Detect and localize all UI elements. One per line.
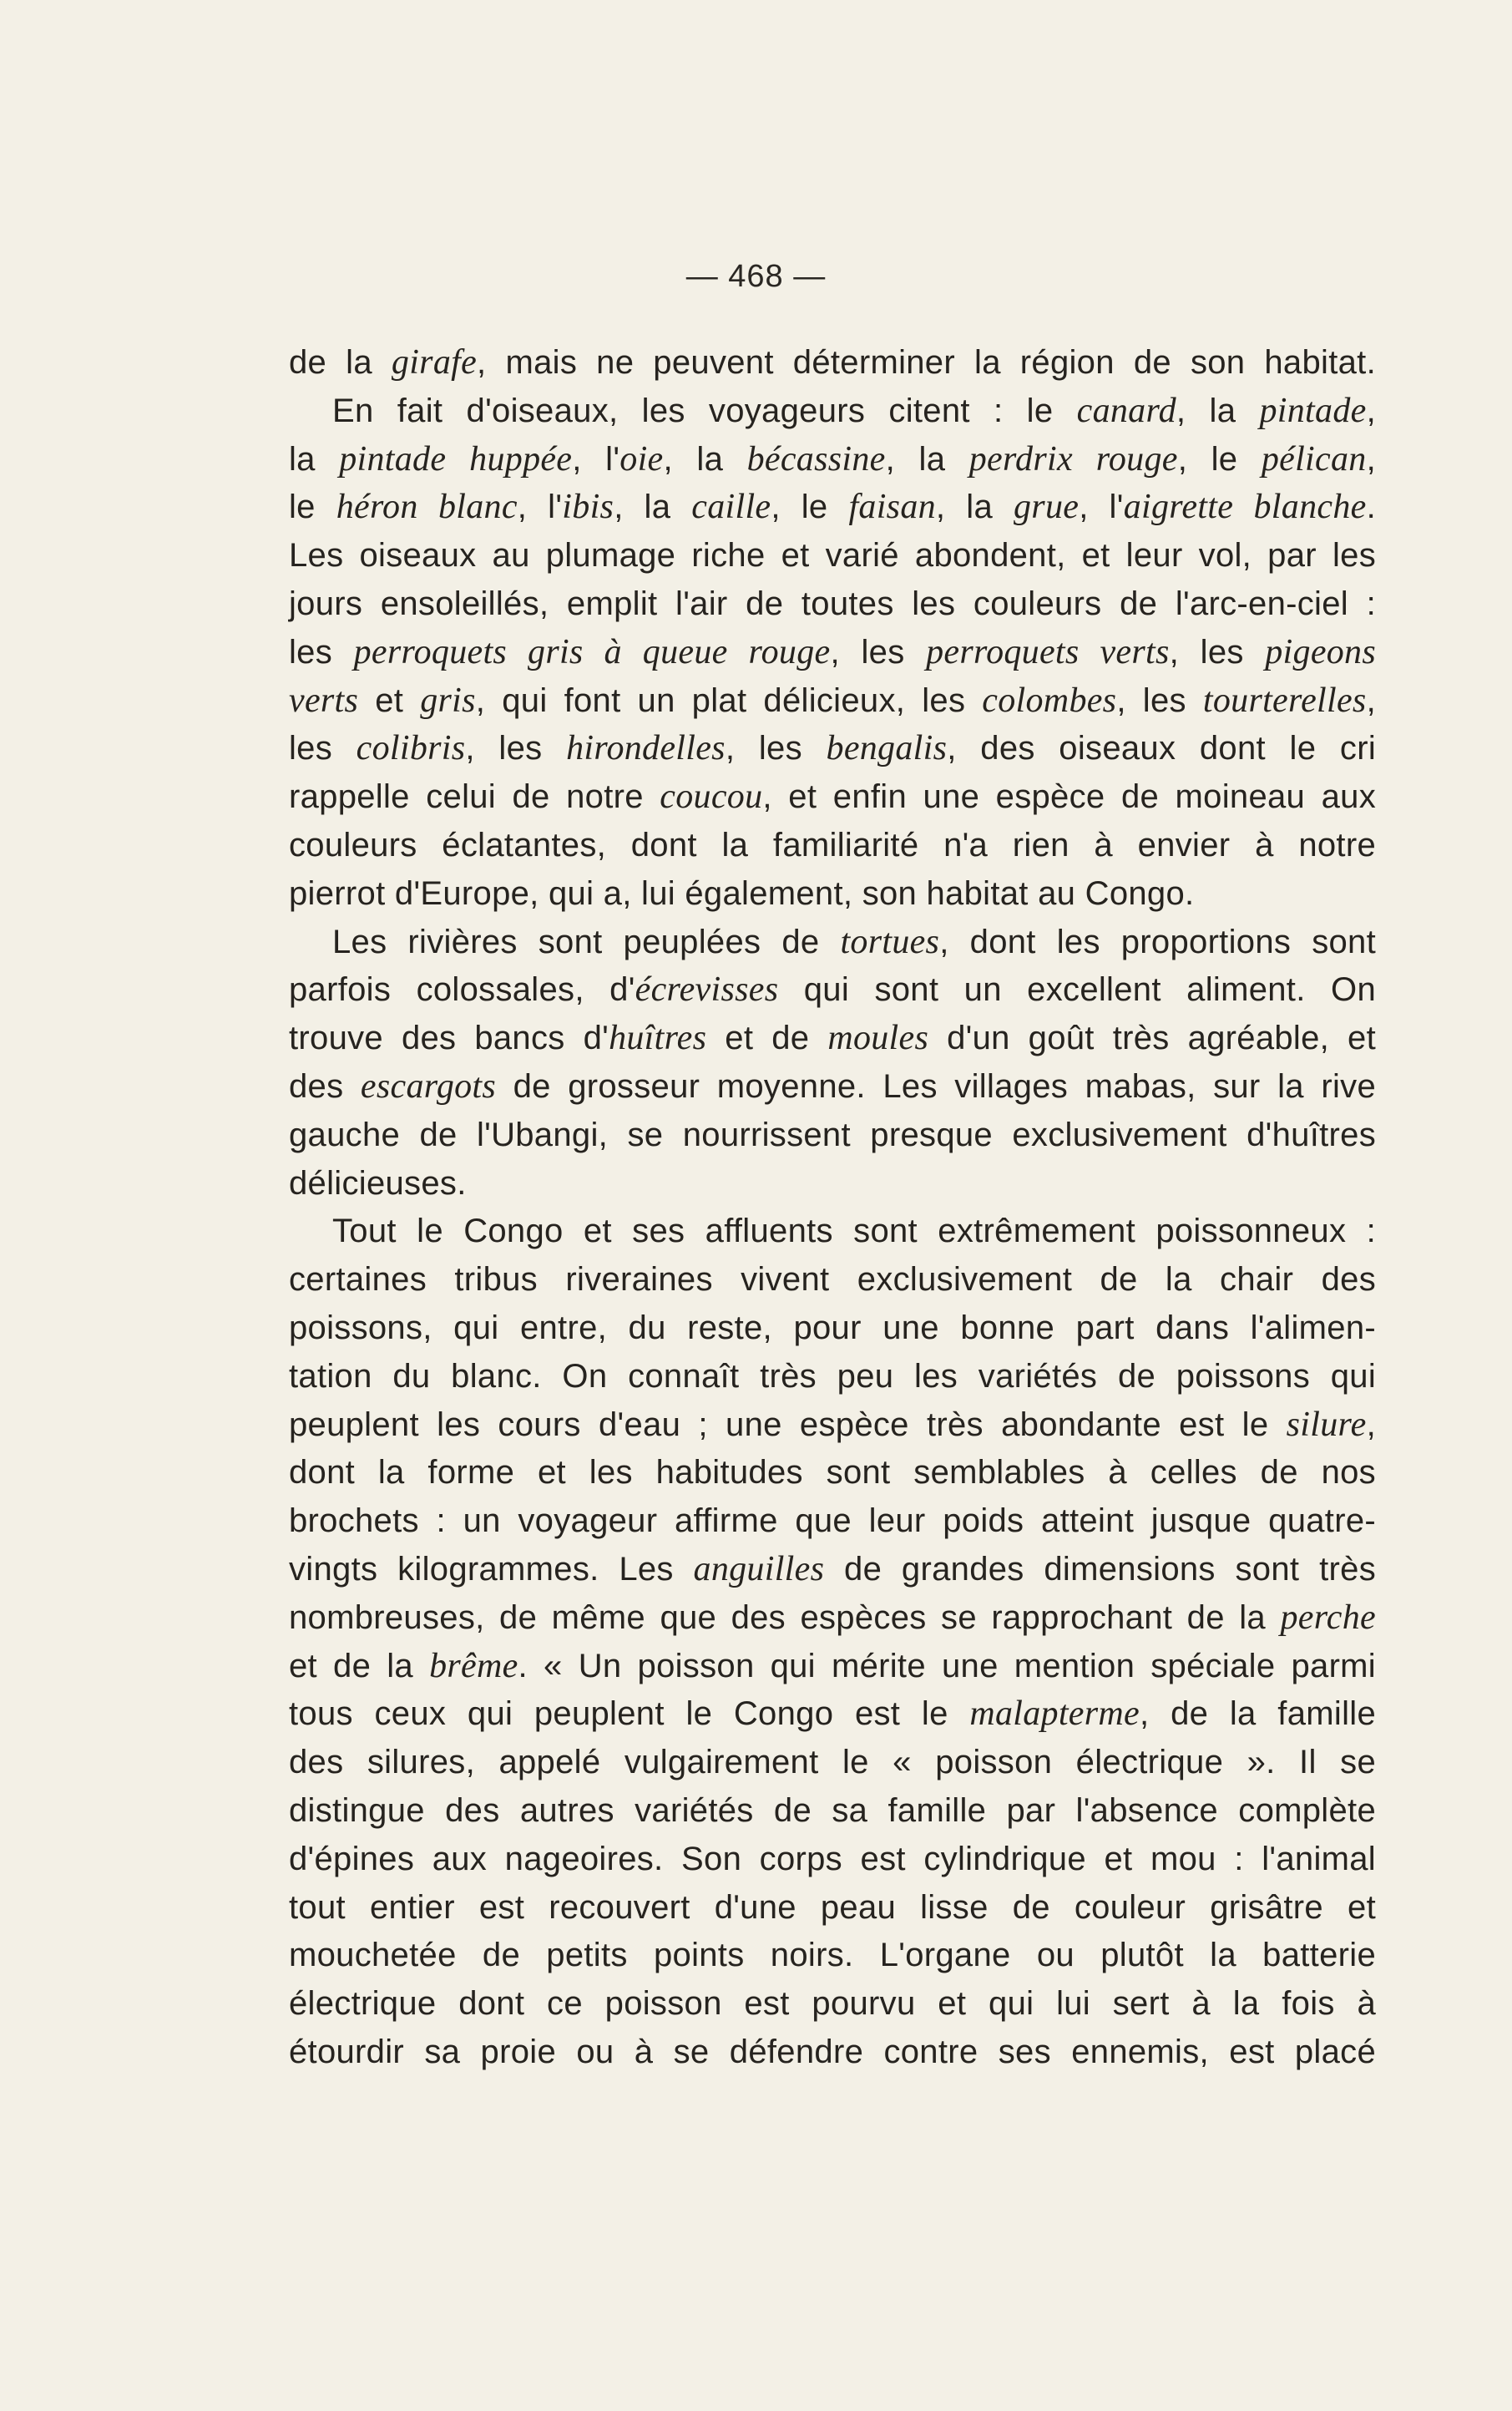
italic-term: héron blanc	[336, 488, 518, 527]
text-line	[289, 1208, 1376, 1256]
text-line	[289, 1304, 1376, 1353]
text-line	[289, 629, 1376, 677]
italic-term: aigrette blanche	[1123, 488, 1367, 527]
italic-term: malapterme	[969, 1694, 1140, 1734]
text-line	[289, 580, 1376, 629]
text-span: , l'	[517, 489, 563, 526]
text-line	[289, 1932, 1376, 1980]
text-span: , les	[725, 730, 827, 767]
italic-term: huîtres	[609, 1019, 707, 1058]
italic-term: tourterelles	[1202, 681, 1367, 720]
text-span: et	[358, 681, 421, 719]
text-span: .	[1366, 489, 1376, 526]
italic-term: hirondelles	[566, 729, 726, 768]
text-line	[289, 919, 1376, 967]
italic-term: canard	[1076, 391, 1176, 430]
text-line	[289, 1787, 1376, 1836]
text-line	[289, 1594, 1376, 1643]
text-span: le	[289, 489, 336, 526]
italic-term: silure	[1286, 1405, 1367, 1444]
text-span: des silures, appelé vulgairement le « poisson électrique ». Il se	[289, 1744, 1376, 1781]
italic-term: bécassine	[746, 439, 886, 479]
italic-term: tortues	[840, 922, 940, 961]
text-span: vingts kilogrammes. Les	[289, 1550, 694, 1588]
italic-term: perroquets gris à queue rouge	[353, 632, 831, 671]
text-span: , la	[1176, 392, 1260, 429]
text-line	[289, 1884, 1376, 1932]
text-span: délicieuses.	[289, 1164, 467, 1202]
text-span: , dont les proportions sont	[939, 923, 1376, 960]
text-line	[289, 1643, 1376, 1691]
text-span: Les rivières sont peuplées de	[332, 923, 841, 960]
text-line	[289, 2029, 1376, 2077]
italic-term: anguilles	[693, 1549, 825, 1588]
text-span: ,	[1366, 440, 1376, 478]
text-line	[289, 1690, 1376, 1739]
text-span: poissons, qui entre, du reste, pour une bonne part dans l'alimen-	[289, 1309, 1376, 1346]
text-line	[289, 484, 1376, 532]
text-span: tation du blanc. On connaît très peu les variétés de poissons qui	[289, 1357, 1376, 1395]
italic-term: écrevisses	[635, 970, 779, 1010]
text-span: Tout le Congo et ses affluents sont extrêmement poissonneux :	[332, 1213, 1376, 1250]
text-span: , la	[935, 489, 1014, 526]
text-span: les	[289, 633, 354, 671]
italic-term: pintade	[1259, 391, 1367, 430]
italic-term: ibis	[562, 488, 614, 527]
text-span: , le	[1177, 440, 1262, 478]
text-span: , et enfin une espèce de moineau aux	[762, 778, 1376, 816]
text-span: En fait d'oiseaux, les voyageurs citent : le	[332, 392, 1077, 429]
text-line	[289, 387, 1376, 436]
text-span: dont la forme et les habitudes sont semblables à celles de nos	[289, 1454, 1376, 1492]
text-span: des	[289, 1067, 361, 1105]
text-line	[289, 1015, 1376, 1063]
text-line	[289, 1160, 1376, 1208]
text-line	[289, 436, 1376, 484]
text-span: Les oiseaux au plumage riche et varié abondent, et leur vol, par les	[289, 537, 1376, 575]
italic-term: pintade huppée	[339, 439, 573, 479]
italic-term: colombes	[982, 681, 1117, 720]
text-line	[289, 822, 1376, 870]
text-line	[289, 1401, 1376, 1450]
italic-term: escargots	[360, 1066, 497, 1106]
text-span: étourdir sa proie ou à se défendre contre ses ennemis, est placé	[289, 2033, 1376, 2070]
text-span: nombreuses, de même que des espèces se rapprochant de la	[289, 1598, 1281, 1636]
text-line	[289, 1980, 1376, 2029]
text-line	[289, 1497, 1376, 1546]
text-span: , mais ne peuvent déterminer la région de son habitat.	[477, 344, 1376, 381]
text-span: de grandes dimensions sont très	[824, 1550, 1376, 1588]
text-line	[289, 1449, 1376, 1497]
text-span: d'un goût très agréable, et	[928, 1020, 1377, 1057]
italic-term: faisan	[848, 488, 936, 527]
text-span: , qui font un plat délicieux, les	[475, 681, 983, 719]
italic-term: moules	[827, 1019, 929, 1058]
text-span: , les	[1169, 633, 1266, 671]
italic-term: colibris	[356, 729, 466, 768]
italic-term: perroquets verts	[926, 632, 1170, 671]
text-line	[289, 1063, 1376, 1112]
text-span: , le	[771, 489, 849, 526]
text-span: ,	[1366, 392, 1376, 429]
text-span: ,	[1366, 1406, 1376, 1443]
text-span: certaines tribus riveraines vivent exclusivement de la chair des	[289, 1261, 1376, 1299]
italic-term: verts	[289, 681, 359, 720]
text-span: brochets : un voyageur affirme que leur poids atteint jusque quatre-	[289, 1502, 1376, 1540]
text-span: distingue des autres variétés de sa famille par l'absence complète	[289, 1791, 1376, 1829]
text-span: tous ceux qui peuplent le Congo est le	[289, 1695, 970, 1733]
text-span: d'épines aux nageoires. Son corps est cylindrique et mou : l'animal	[289, 1840, 1376, 1877]
text-line	[289, 1353, 1376, 1401]
text-line	[289, 1836, 1376, 1884]
italic-term: grue	[1014, 488, 1080, 527]
text-line	[289, 773, 1376, 822]
text-span: tout entier est recouvert d'une peau lisse de couleur grisâtre et	[289, 1888, 1376, 1926]
body-text	[289, 339, 1376, 2077]
italic-term: pélican	[1261, 439, 1367, 479]
text-line	[289, 339, 1376, 387]
italic-term: oie	[619, 439, 664, 479]
text-span: peuplent les cours d'eau ; une espèce très abondante est le	[289, 1406, 1287, 1443]
italic-term: caille	[691, 488, 771, 527]
text-span: les	[289, 730, 357, 767]
text-span: , la	[885, 440, 969, 478]
italic-term: perdrix rouge	[968, 439, 1178, 479]
text-span: ,	[1366, 681, 1376, 719]
text-line	[289, 1739, 1376, 1787]
italic-term: gris	[420, 681, 476, 720]
text-line	[289, 677, 1376, 726]
text-line	[289, 966, 1376, 1015]
text-span: , les	[830, 633, 927, 671]
text-span: jours ensoleillés, emplit l'air de toutes les couleurs de l'arc-en-ciel :	[289, 585, 1376, 622]
text-line	[289, 870, 1376, 919]
italic-term: girafe	[391, 343, 478, 382]
text-span: gauche de l'Ubangi, se nourrissent presque exclusivement d'huîtres	[289, 1116, 1376, 1153]
text-line	[289, 532, 1376, 580]
text-span: , des oiseaux dont le cri	[947, 730, 1376, 767]
italic-term: pigeons	[1265, 632, 1377, 671]
italic-term: perche	[1280, 1598, 1376, 1637]
page-number: — 468 —	[685, 259, 827, 294]
text-span: , la	[663, 440, 747, 478]
text-span: de la	[289, 344, 392, 381]
text-span: couleurs éclatantes, dont la familiarité n'a rien à envier à notre	[289, 826, 1376, 864]
text-span: , la	[614, 489, 692, 526]
text-span: électrique dont ce poisson est pourvu et qui lui sert à la fois à	[289, 1985, 1376, 2023]
text-span: pierrot d'Europe, qui a, lui également, son habitat au Congo.	[289, 874, 1195, 912]
text-span: qui sont un excellent aliment. On	[778, 971, 1376, 1009]
text-span: , l'	[1079, 489, 1124, 526]
text-line	[289, 1112, 1376, 1160]
text-span: . « Un poisson qui mérite une mention spéciale parmi	[518, 1647, 1376, 1684]
text-line	[289, 1256, 1376, 1304]
text-span: mouchetée de petits points noirs. L'organe ou plutôt la batterie	[289, 1937, 1376, 1974]
text-span: , les	[465, 730, 567, 767]
text-line	[289, 725, 1376, 773]
text-span: , l'	[572, 440, 620, 478]
text-span: , les	[1116, 681, 1203, 719]
italic-term: brême	[429, 1646, 518, 1685]
text-span: et de	[706, 1020, 828, 1057]
text-span: trouve des bancs d'	[289, 1020, 609, 1057]
text-span: parfois colossales, d'	[289, 971, 635, 1009]
text-span: rappelle celui de notre	[289, 778, 660, 816]
italic-term: coucou	[660, 777, 763, 817]
text-span: la	[289, 440, 340, 478]
text-line	[289, 1546, 1376, 1594]
text-span: et de la	[289, 1647, 430, 1684]
text-span: , de la famille	[1139, 1695, 1376, 1733]
text-span: de grosseur moyenne. Les villages mabas, sur la rive	[496, 1067, 1376, 1105]
italic-term: bengalis	[826, 729, 948, 768]
